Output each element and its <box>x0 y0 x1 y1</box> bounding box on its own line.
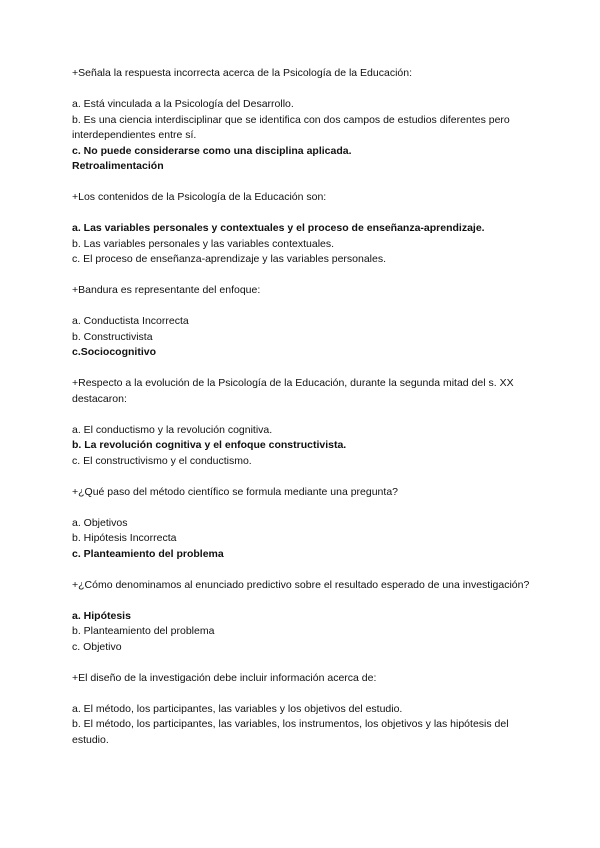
answer-option-correct: Retroalimentación <box>72 160 164 172</box>
question-block <box>72 376 530 469</box>
answer-option: b. Constructivista <box>72 330 153 343</box>
answer-option: a. El conductismo y la revolución cognitiva. <box>72 423 273 436</box>
question-block <box>72 283 530 361</box>
answer-option: c. Objetivo <box>72 640 122 653</box>
question-text: +Bandura es representante del enfoque: <box>72 284 261 296</box>
answer-option-correct: c. No puede considerarse como una disciplina aplicada. <box>72 144 352 157</box>
quiz-content <box>72 66 530 764</box>
answer-option: c. El constructivismo y el conductismo. <box>72 454 252 467</box>
answer-option: a. Objetivos <box>72 516 128 529</box>
answer-option: a. El método, los participantes, las variables y los objetivos del estudio. <box>72 702 403 715</box>
answer-option: c. El proceso de enseñanza-aprendizaje y las variables personales. <box>72 253 387 265</box>
question-block <box>72 485 530 563</box>
question-text: +¿Qué paso del método científico se formula mediante una pregunta? <box>72 485 398 498</box>
answer-option: b. Planteamiento del problema <box>72 625 215 637</box>
question-text: +Señala la respuesta incorrecta acerca de la Psicología de la Educación: <box>72 67 412 79</box>
answer-option-correct: c.Sociocognitivo <box>72 346 157 358</box>
answer-option: b. Es una ciencia interdisciplinar que se identifica con dos campos de estudios diferentes pero interdependientes entre sí. <box>72 113 510 141</box>
answer-option-correct: b. La revolución cognitiva y el enfoque constructivista. <box>72 439 347 451</box>
answer-option-correct: a. Hipótesis <box>72 609 131 622</box>
answer-option-correct: a. Las variables personales y contextuales y el proceso de enseñanza-aprendizaje. <box>72 222 485 234</box>
answer-option: b. Las variables personales y las variables contextuales. <box>72 237 335 250</box>
question-text: +Respecto a la evolución de la Psicología de la Educación, durante la segunda mitad del s. XX destacaron: <box>72 377 514 405</box>
answer-option: b. El método, los participantes, las variables, los instrumentos, los objetivos y las hipótesis del estudio. <box>72 718 509 746</box>
answer-option: a. Conductista Incorrecta <box>72 315 189 327</box>
question-block <box>72 671 530 749</box>
question-block <box>72 190 530 268</box>
question-text: +¿Cómo denominamos al enunciado predictivo sobre el resultado esperado de una investigación? <box>72 578 530 591</box>
answer-option-correct: c. Planteamiento del problema <box>72 547 224 560</box>
question-text: +Los contenidos de la Psicología de la Educación son: <box>72 191 327 203</box>
answer-option: a. Está vinculada a la Psicología del Desarrollo. <box>72 98 294 110</box>
question-block <box>72 66 530 175</box>
question-text: +El diseño de la investigación debe incluir información acerca de: <box>72 671 377 684</box>
question-block <box>72 578 530 656</box>
answer-option: b. Hipótesis Incorrecta <box>72 532 177 544</box>
